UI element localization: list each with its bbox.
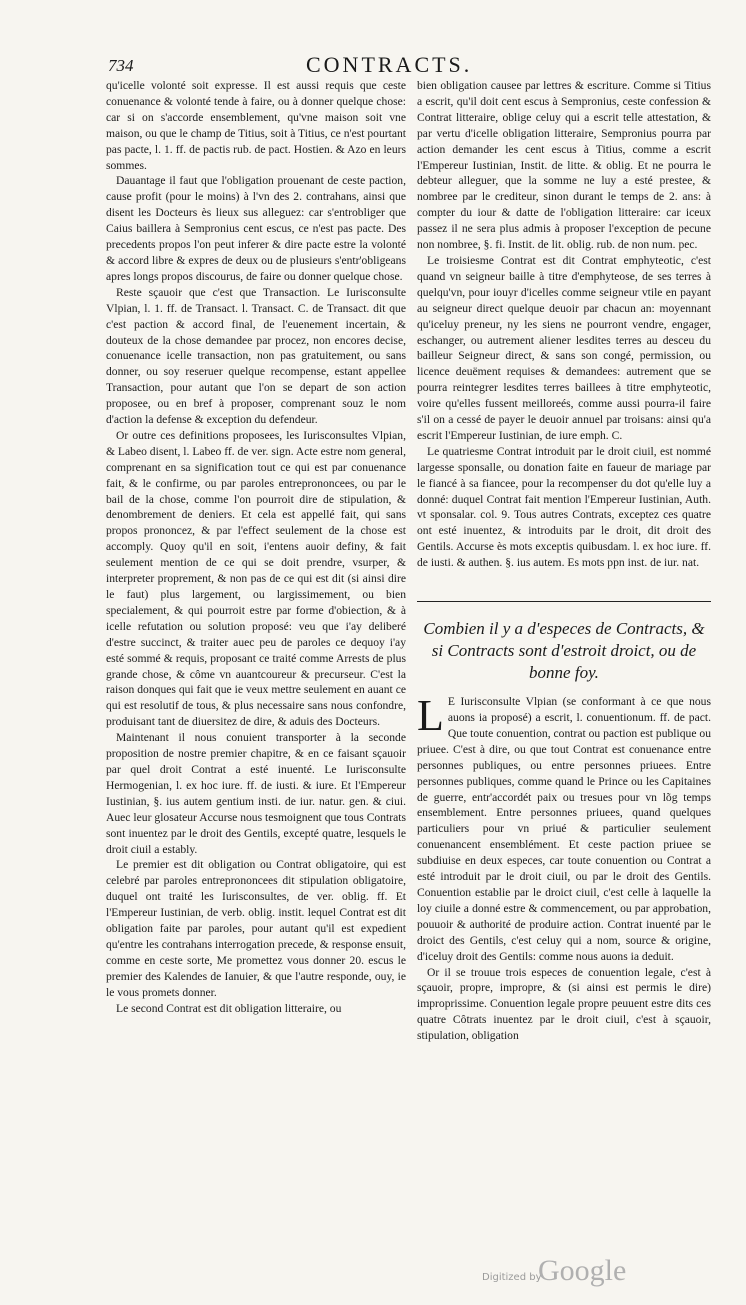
left-column	[106, 78, 406, 1016]
paragraph: Or il se trouue trois especes de conuention legale, c'est à sçauoir, propre, impropre, & (si ainsi est permis le dire) improprissime. Conuention legale propre peuuent estre dits ces quatre Côtrats inuentez par le droit ciuil, c'est à sçauoir, stipulation, obligation	[417, 965, 711, 1043]
google-logo: Google	[538, 1254, 627, 1287]
paragraph: Maintenant il nous conuient transporter à la seconde proposition de nostre premier chapitre, & en ce faisant sçauoir par quel droit Contrat a esté inuenté. Le Iurisconsulte Hermogenian, l. ex hoc iure. ff. de iusti. & iure. Et l'Empereur Iustinian, §. ius autem gentium insti. de iur. natur. gen. & ciui. Auec leur glosateur Accurse nous tesmoignent que tous Contrats sont inuentez par le droit des Gentils, excepté quatre, lesquels le droit ciuil a estably.	[106, 731, 406, 856]
right-column	[417, 78, 711, 1044]
paragraph	[417, 691, 711, 964]
paragraph: Le second Contrat est dit obligation litteraire, ou	[116, 1001, 342, 1015]
paragraph: Reste sçauoir que c'est que Transaction. Le Iurisconsulte Vlpian, l. 1. ff. de Transact. l. Transact. C. de Transact. dit que c'est paction & accord final, de l'euenement incertain, & douteux de la chose demandee par procez, non encores decise, conuenance icelle transaction, non pas gratuitement, ou sans donner, ou soy reseruer quelque recompense, estant appellee Transaction, pour autant que l'on se depart de son action proposee, ou en bref à proposer, comprenant souz le nom d'action la defense & exception du defendeur.	[106, 285, 406, 427]
paragraph: Dauantage il faut que l'obligation prouenant de ceste paction, cause profit (pour le moins) à l'vn des 2. contrahans, ainsi que disent les Docteurs ès lieux sus alleguez: car s'entrobliger que Caius baillera à Sempronius cent escus, ce n'est pas pacte. Des precedents propos l'on peut inferer & dire pacte estre la volonté & accord libre & expres de deux ou de plusieurs s'entr'obligeans apres longs propos discourus, de faire ou donner quelque chose.	[106, 174, 406, 283]
paragraph: bien obligation causee par lettres & escriture. Comme si Titius a escrit, qu'il doit cent escus à Sempronius, ceste confession & Contrat litteraire, oblige celuy qui a escrit telle attestation, & par vertu d'icelle obligation litteraire, Sempronius pourra par action demander les cent escus à Titius, comme a escrit l'Empereur Iustinian, Instit. de litte. & oblig. Et ne pourra le debteur alleguer, que la somme ne luy a esté prestee, & nombree par le crediteur, sinon durant le temps de 2. ans: à compter du iour & datte de l'obligation litteraire: car iceux passez il ne sera plus admis à proposer l'exception de pecune non nombree, §. fi. Instit. de lit. oblig. rub. de non num. pec.	[417, 79, 711, 252]
watermark-prefix: Digitized by	[482, 1272, 542, 1283]
paragraph: Le quatriesme Contrat introduit par le droit ciuil, est nommé largesse sponsalle, ou donation faite en faueur de mariage par le fiancé à sa fiancee, pour la recompenser du dot qu'elle luy a donné: duquel Contrat fait mention l'Empereur Iustinian, Auth. vt sponsalar. col. 9. Tous autres Contrats, exceptez ces quatre ont esté inuentez, & introduits par le droit, dit droit des Gentils. Accurse ès mots exceptis quibusdam. l. ex hoc iure. ff. de iusti. & authen. §. ius autem. Es mots ppn inst. de iur. nat.	[417, 444, 711, 570]
paragraph: Le premier est dit obligation ou Contrat obligatoire, qui est celebré par paroles entreprononcees dit stipulation obligatoire, duquel ont traité les Iurisconsultes, de ver. oblig. ff. Et l'Empereur Iustinian, de verb. oblig. instit. lequel Contrat est dit obligation faite par paroles, pour autant qu'il est expedient qu'entre les contrahans interrogation precede, & response ensuit, comme en ceste sorte, Me promettez vous donner 20. escus le premier des Kalendes de Ianuier, & que l'autre responde, ouy, ie le vous promets donner.	[106, 858, 406, 999]
paragraph: Le troisiesme Contrat est dit Contrat emphyteotic, c'est quand vn seigneur baille à titre d'emphyteose, de ses terres à quelqu'vn, pour iouyr d'icelles comme seigneur vtile en payant au seigneur direct quelque deuoir par chacun an: moyennant qu'iceluy preneur, ny les siens ne pourront vendre, engager, eschanger, ou autrement aliener lesdites terres au desceu du bailleur Seigneur direct, & sans son congé, permission, ou licence deuëment requises & demandees: autrement que se pourra reintegrer lesdites terres baillees à titre emphyteotic, voire qu'elles fussent meilloreés, comme aussi pourra-il faire s'il on a cessé de payer le deuoir annuel par troisans: ainsi qu'a escrit l'Empereur Iustinian, de iure emph. C.	[417, 253, 711, 442]
running-title: CONTRACTS.	[306, 52, 473, 77]
page-number: 734	[108, 56, 134, 75]
paragraph: qu'icelle volonté soit expresse. Il est aussi requis que ceste conuenance & volonté tende à faire, ou à donner quelque chose: car si on s'accorde ensemblement, qu'vne maison soit vne maison, ou que le champ de Titius, soit à Titius, ce n'est pourtant pas pacte, l. 1. ff. de pactis rub. de pact. Hostien. & Azo en leurs sommes.	[106, 79, 406, 172]
google-watermark	[470, 1254, 710, 1294]
paragraph: Or outre ces definitions proposees, les Iurisconsultes Vlpian, & Labeo disent, l. Labeo ff. de ver. sign. Acte estre nom general, comprenant en sa signification tout ce qui est par conuenance fait, & le confirme, ou par paroles entreprononcees, ou par le bail de la chose, comme l'on pourroit dire de stipulation, & denombrement de deniers. Et cela est appellé fait, qui sans propos prononcez, & par l'effect seulement de la chose est accomply. Quoy qu'il en soit, i'entens auoir definy, & fait seulement mention de ce qui se doit prendre, vsurper, & interpreter proprement, & non pas de ce qui est dit (si ainsi dire le faut) plus largement, ou largissimement, ou bien specialement, & qui pourroit estre par forme d'obiection, & à icelle refutation ou solution proposé: veu que i'ay deliberé d'estre succinct, & traiter auec peu de paroles ce dequoy i'ay esté sommé & requis, proposant ce traité comme Arrests de plus grande chose, & côme vn auantcoureur & precurseur. C'est la raison donques qui fait que ie veux mettre seulement en auant ce qui est resolutif de tous, & plus necessaire sans nous confondre, produisant tant de diuersitez de dire, & aduis des Docteurs.	[106, 428, 406, 729]
section-heading: Combien il y a d'especes de Contracts, & si Contracts sont d'estroit droict, ou de bonne foy.	[417, 601, 711, 684]
paragraph-text: E Iurisconsulte Vlpian (se conformant à ce que nous auons ia proposé) a escrit, l. conuentionum. ff. de pact. Que toute conuention, contrat ou paction est publique ou priuee. C'est à dire, ou que tout Contrat est conuenance entre personnes publiques, ou entre personnes priuees. Entre personnes publiques, comme quand le Prince ou les Capitaines de guerre, entr'accordét paix ou tresues pour vn lõg temps ensemblement. Entre personnes priuees, quand quelques particuliers pour vn priué & particulier seulement conuenancent ensemblément. Et ceste paction priuee se subdiuise en deux especes, car toute conuention ou Contrat a esté introduit par le droit ciuil, ou par le droit des Gentils. Conuention establie par le droict ciuil, c'est celle à laquelle la loy ciuile a donné estre & commencement, ou par approbation, pouuoir & authorité de produire action. Contrat inuenté par le droict des Gentils, c'est celuy qui a nom, source & origine, d'iceluy droit des Gentils: comme nous auons ia deduit.	[417, 695, 711, 963]
drop-cap: L	[417, 691, 444, 741]
